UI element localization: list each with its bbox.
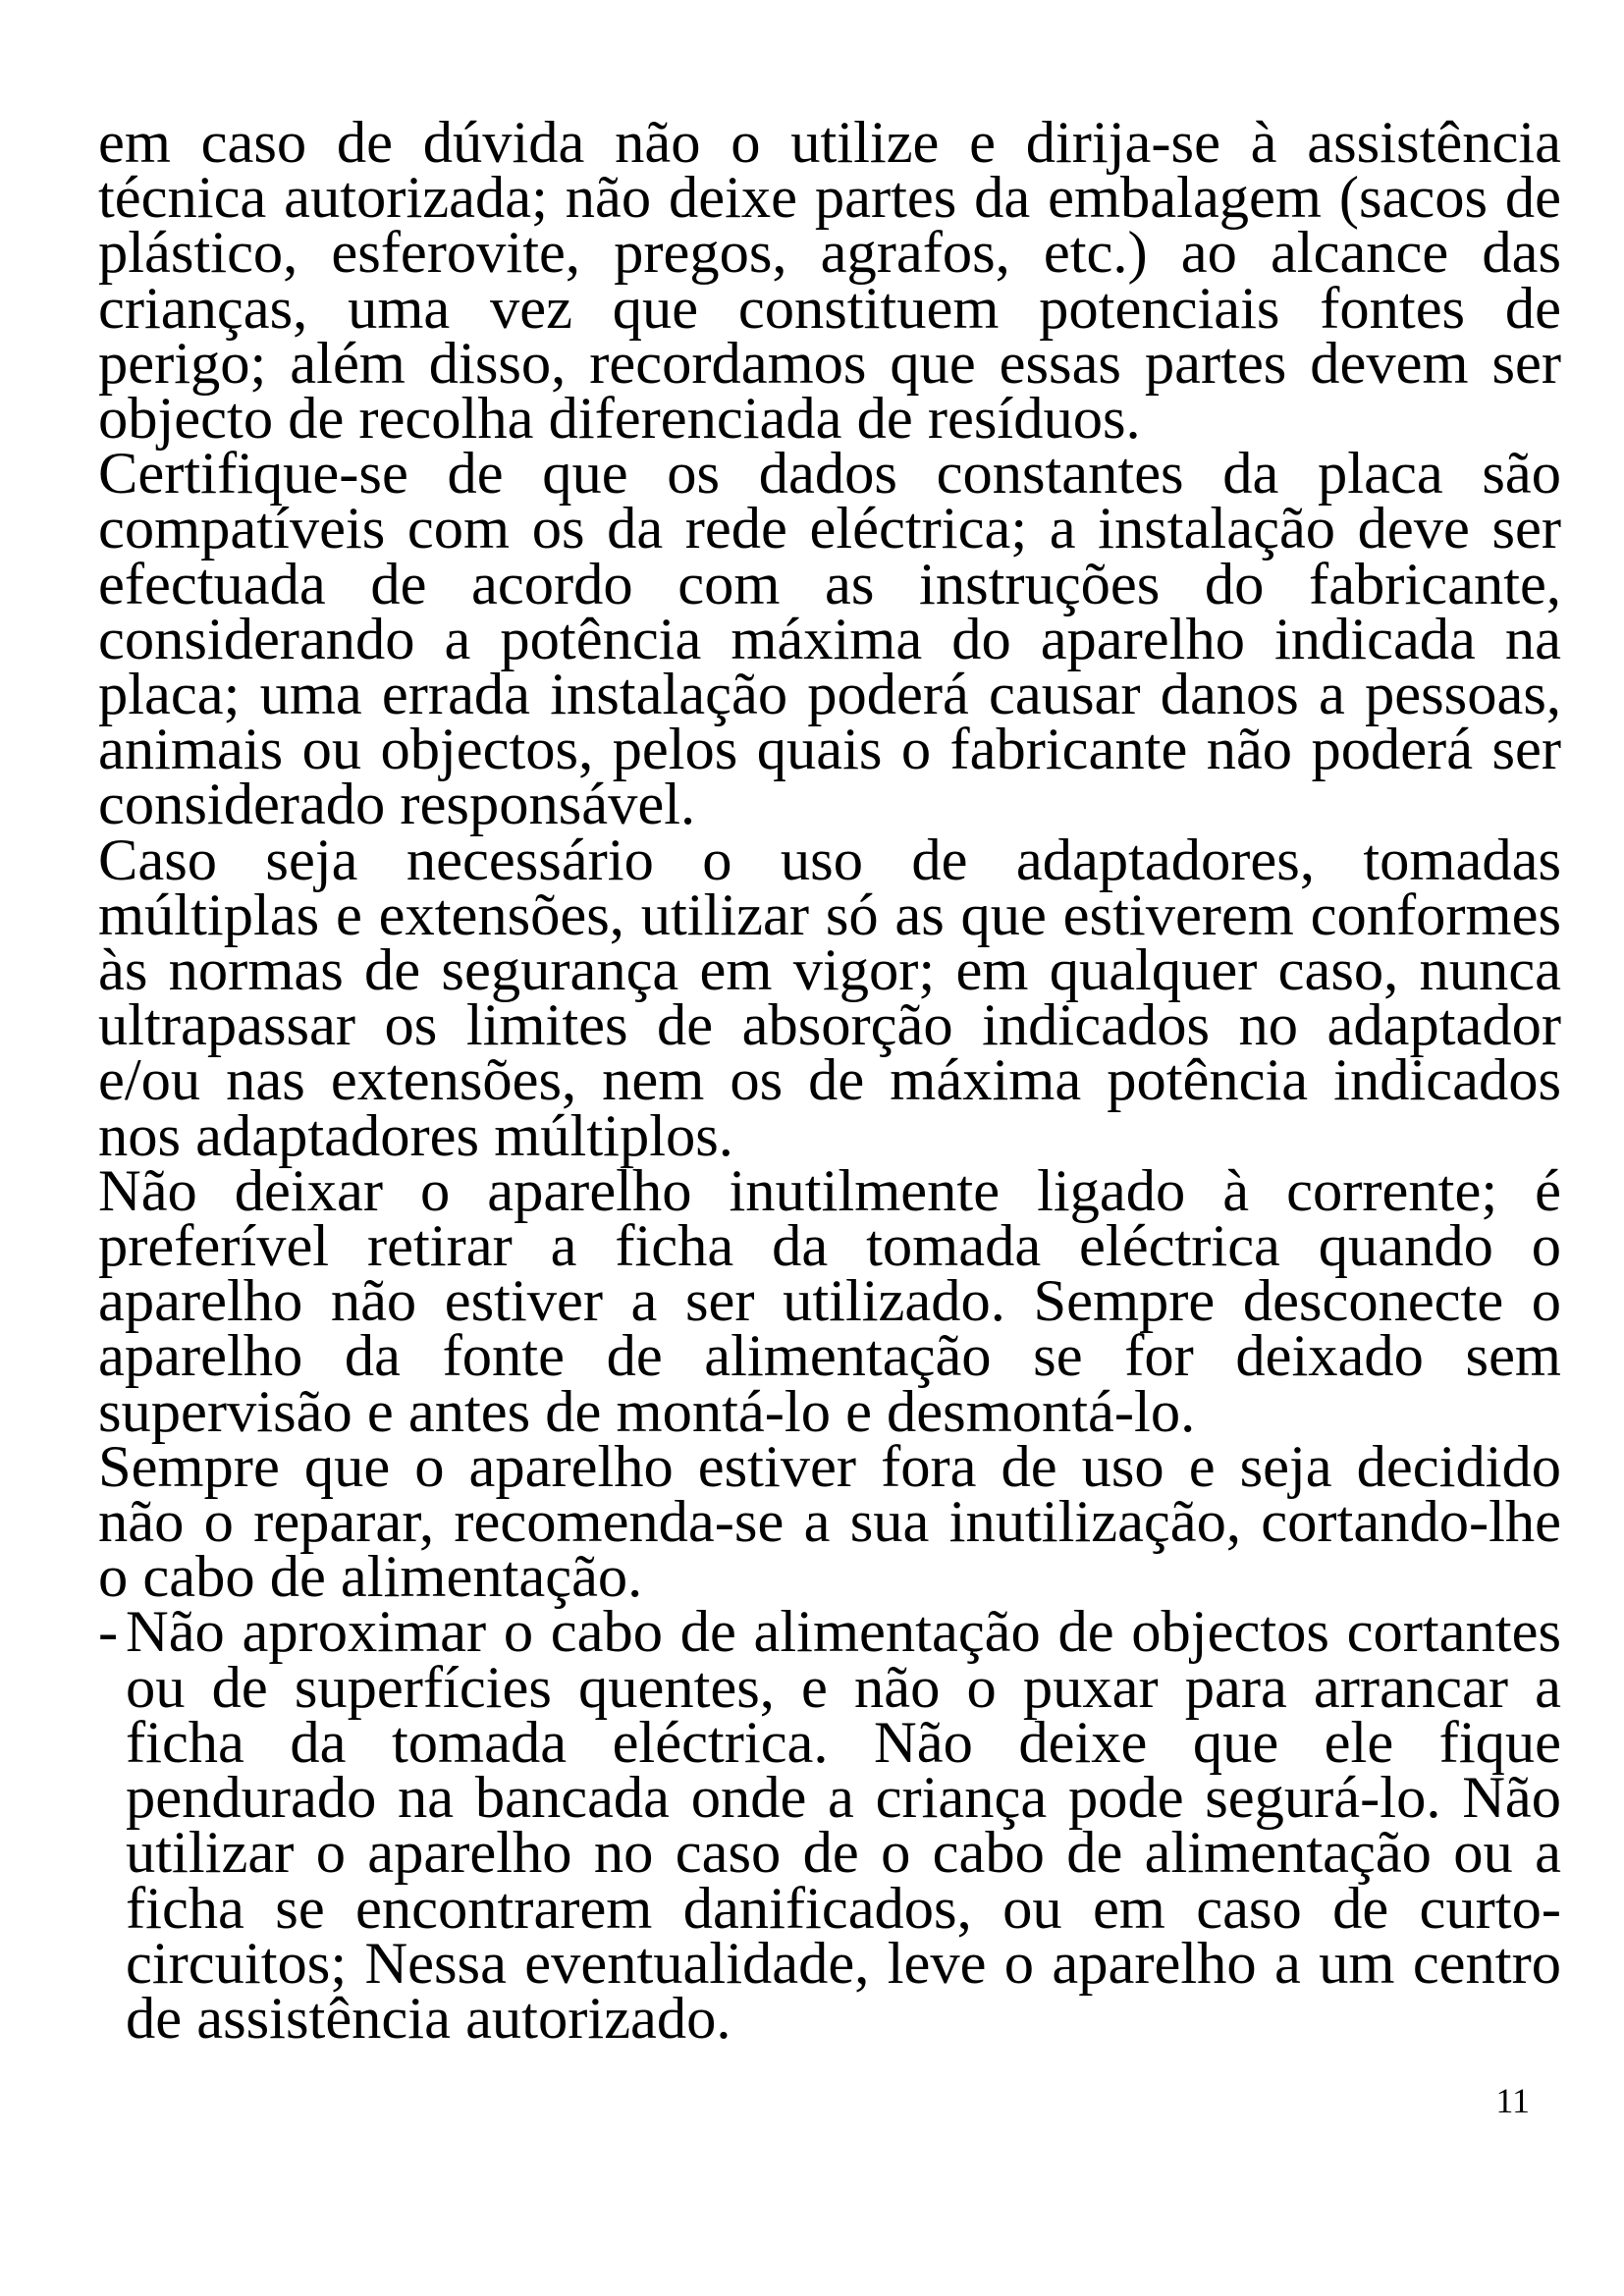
paragraph-adapters: Caso seja necessário o uso de adaptadores, tomadas múltiplas e extensões, utilizar só as que estiverem conformes às normas de segurança em vigor; em qualquer caso, nunca ultrapassar os limites de absorção indicados no adaptador e/ou nas extensões, nem os de máxima potência indicados nos adaptadores múltiplos. <box>98 827 1561 1169</box>
paragraph-installation: Certifique-se de que os dados constantes da placa são compatíveis com os da rede eléctrica; a instalação deve ser efectuada de acordo com as instruções do fabricante, considerando a potência máxima do aparelho indicada na placa; uma errada instalação poderá causar danos a pessoas, animais ou objectos, pelos quais o fabricante não poderá ser considerado responsável. <box>98 441 1561 838</box>
bullet-text: Não aproximar o cabo de alimentação de objectos cortantes ou de superfícies quentes, e não o puxar para arrancar a ficha da tomada eléctrica. Não deixe que ele fique pendurado na bancada onde a criança pode segurá-lo. Não utilizar o aparelho no caso de o cabo de alimentação ou a ficha se encontrarem danificados, ou em caso de curto-circuitos; Nessa eventualidade, leve o aparelho a um centro de assistência autorizado. <box>126 1599 1561 2052</box>
body-text <box>98 110 1561 2052</box>
paragraph-disposal: Sempre que o aparelho estiver fora de uso e seja decidido não o reparar, recomenda-se a sua inutilização, cortando-lhe o cabo de alimentação. <box>98 1433 1561 1611</box>
paragraph-packaging-safety: em caso de dúvida não o utilize e dirija-se à assistência técnica autorizada; não deixe partes da embalagem (sacos de plástico, esferovite, pregos, agrafos, etc.) ao alcance das crianças, uma vez que constituem potenciais fontes de perigo; além disso, recordamos que essas partes devem ser objecto de recolha diferenciada de resíduos. <box>98 110 1561 453</box>
bullet-item-power-cable <box>98 1599 1561 2052</box>
paragraph-unplug: Não deixar o aparelho inutilmente ligado à corrente; é preferível retirar a ficha da tomada eléctrica quando o aparelho não estiver a ser utilizado. Sempre desconecte o aparelho da fonte de alimentação se for deixado sem supervisão e antes de montá-lo e desmontá-lo. <box>98 1157 1561 1445</box>
bullet-marker: - <box>98 1599 119 1666</box>
page-number: 11 <box>1495 2081 1530 2120</box>
